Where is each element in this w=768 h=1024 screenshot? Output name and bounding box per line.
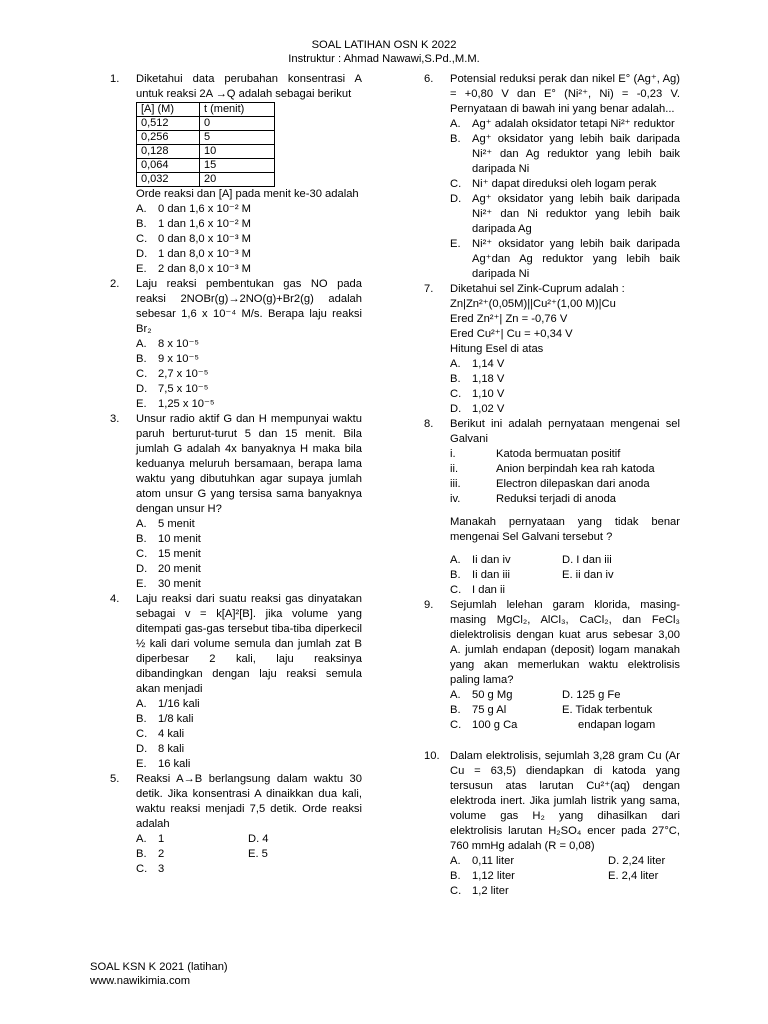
option[interactable]: B. 1 dan 1,6 x 10⁻² M [136,218,251,230]
ered-copper: Ered Cu²⁺| Cu = +0,34 V [450,328,573,340]
question-7 [424,282,680,417]
table-cell: 0,128 [137,145,200,159]
option[interactable]: B. 1,18 V [450,373,505,385]
table-row [137,145,275,159]
option[interactable]: B. 10 menit [136,533,201,545]
option[interactable]: A. 50 g Mg [450,689,513,701]
option[interactable]: E. 2 dan 8,0 x 10⁻³ M [136,263,251,275]
table-row [137,117,275,131]
option[interactable]: D. 1 dan 8,0 x 10⁻³ M [136,248,251,260]
question-text: Diketahui data perubahan konsentrasi A untuk reaksi 2A →Q adalah sebagai berikut [136,73,362,100]
table-cell: 10 [200,145,275,159]
question-3 [110,412,362,592]
option[interactable]: B. Ii dan iii [450,569,510,581]
option[interactable]: C. Ni⁺ dapat direduksi oleh logam perak [450,178,657,190]
table-cell: 5 [200,131,275,145]
question-1 [110,72,362,277]
table-cell: 0,064 [137,159,200,173]
question-number: 10. [424,750,440,762]
option[interactable]: E. ii dan iv [562,569,614,581]
option[interactable]: A. 1,14 V [450,358,505,370]
option[interactable]: A. 1/16 kali [136,698,200,710]
option-row [450,718,680,733]
question-number: 1. [110,73,120,85]
concentration-table [136,102,275,187]
option-row [450,688,680,703]
option-row [450,869,680,884]
table-header: [A] (M) [137,103,200,117]
option[interactable]: C. 1,10 V [450,388,505,400]
footer-website: www.nawikimia.com [90,975,191,987]
option[interactable]: D. 2,24 liter [608,855,666,867]
left-column [110,72,362,877]
statement: iii. Electron dilepaskan dari anoda [450,478,650,490]
question-number: 4. [110,593,120,605]
option[interactable]: C. 3 [136,863,165,875]
question-number: 2. [110,278,120,290]
question-2 [110,277,362,412]
question-prompt: Orde reaksi dan [A] pada menit ke-30 adalah [136,188,359,200]
question-8 [424,417,680,598]
question-prompt: Hitung Esel di atas [450,343,544,355]
option[interactable]: B. 9 x 10⁻⁵ [136,353,200,365]
option[interactable]: A. 1 [136,833,165,845]
option[interactable]: B. 75 g Al [450,704,507,716]
question-text: Laju reaksi dari suatu reaksi gas dinyatakan sebagai v = k[A]²[B]. jika volume yang ditempati gas-gas tersebut tiba-tiba diperkecil ½ kali dari volume semula dan jumlah zat B diperbesar 2 kali, laju reaksinya dibandingkan dengan laju reaksi semula akan menjadi [136,593,362,695]
question-number: 3. [110,413,120,425]
page-title: SOAL LATIHAN OSN K 2022 [311,39,457,51]
question-text: Unsur radio aktif G dan H mempunyai waktu paruh berturut-turut 5 dan 15 menit. Bila jumlah G adalah 4x banyaknya H maka bila keduanya meluruh bersamaan, berapa lama waktu yang dibutuhkan agar supaya jumlah atom unsur G yang tersisa sama banyaknya dengan unsur H? [136,413,362,515]
option[interactable]: A. Ag⁺ adalah oksidator tetapi Ni²⁺ reduktor [450,118,675,130]
option[interactable]: D. Ag⁺ oksidator yang lebih baik daripada Ni²⁺ dan Ni reduktor yang lebih baik daripada Ag [450,193,680,235]
statement: i. Katoda bermuatan positif [450,448,621,460]
option[interactable]: E. Tidak terbentuk [562,704,653,716]
question-number: 7. [424,283,434,295]
option[interactable]: A. 8 x 10⁻⁵ [136,338,200,350]
question-10 [424,749,680,899]
option-row [450,568,680,583]
table-row [137,159,275,173]
question-9 [424,598,680,733]
option[interactable]: E. 16 kali [136,758,191,770]
option-row [450,553,680,568]
option[interactable]: B. Ag⁺ oksidator yang lebih baik daripada Ni²⁺ dan Ag reduktor yang lebih baik daripada Ni [450,133,680,175]
option[interactable]: D. 20 menit [136,563,201,575]
table-cell: 0,256 [137,131,200,145]
option[interactable]: B. 1,12 liter [450,870,515,882]
question-text: Dalam elektrolisis, sejumlah 3,28 gram Cu (Ar Cu = 63,5) diendapkan di katoda yang tersusun atas larutan Cu²⁺(aq) dengan elektroda inert. Jika jumlah listrik yang sama, volume gas H₂ yang dihasilkan dari elektrolisis larutan H₂SO₄ encer pada 27°C, 760 mmHg adalah (R = 0,08) [450,750,680,852]
table-row [137,131,275,145]
question-text: Berikut ini adalah pernyataan mengenai sel Galvani [450,418,680,445]
right-column [424,72,680,899]
page-header [0,38,768,66]
option[interactable]: C. 100 g Ca [450,719,518,731]
table-header-row [137,103,275,117]
option[interactable]: B. 2 [136,848,165,860]
option[interactable]: C. I dan ii [450,584,505,596]
table-header: t (menit) [200,103,275,117]
page-footer [90,960,228,988]
option[interactable]: A. 0,11 liter [450,855,515,867]
option-continuation: endapan logam [578,719,656,731]
question-text: Sejumlah lelehan garam klorida, masing-masing MgCl₂, AlCl₃, CaCl₂, dan FeCl₃ dielektrolisis dengan kuat arus sebesar 3,00 A. jumlah endapan (deposit) logam manakah yang akan memerlukan waktu elektrolisis paling lama? [450,599,680,686]
option-row [136,847,362,862]
option[interactable]: C. 1,2 liter [450,885,509,897]
option[interactable]: D. 1,02 V [450,403,505,415]
table-cell: 0,512 [137,117,200,131]
question-text: Laju reaksi pembentukan gas NO pada reaksi 2NOBr(g)→2NO(g)+Br2(g) adalah sebesar 1,6 x 10⁻⁴ M/s. Berapa laju reaksi Br₂ [136,278,362,335]
table-cell: 0 [200,117,275,131]
footer-title: SOAL KSN K 2021 (latihan) [90,961,228,973]
question-text: Diketahui sel Zink-Cuprum adalah : [450,283,625,295]
option[interactable]: A. 0 dan 1,6 x 10⁻² M [136,203,251,215]
question-prompt: Manakah pernyataan yang tidak benar mengenai Sel Galvani tersebut ? [450,516,680,543]
option[interactable]: D. 125 g Fe [562,689,621,701]
option[interactable]: D. I dan iii [562,554,612,566]
table-cell: 20 [200,173,275,187]
ered-zinc: Ered Zn²⁺| Zn = -0,76 V [450,313,568,325]
statement: ii. Anion berpindah kea rah katoda [450,463,655,475]
option[interactable]: D. 8 kali [136,743,185,755]
option[interactable]: E. 30 menit [136,578,201,590]
option-row [450,703,680,718]
question-text: Reaksi A→B berlangsung dalam waktu 30 detik. Jika konsentrasi A dinaikkan dua kali, waktu reaksi menjadi 7,5 detik. Orde reaksi adalah [136,773,362,830]
statement: iv. Reduksi terjadi di anoda [450,493,617,505]
question-number: 6. [424,73,434,85]
option[interactable]: C. 2,7 x 10⁻⁵ [136,368,209,380]
option[interactable]: E. Ni²⁺ oksidator yang lebih baik daripada Ag⁺dan Ag reduktor yang lebih baik daripada Ni [450,238,680,280]
question-5 [110,772,362,877]
option[interactable]: A. 5 menit [136,518,195,530]
cell-notation: Zn|Zn²⁺(0,05M)||Cu²⁺(1,00 M)|Cu [450,298,616,310]
question-number: 9. [424,599,434,611]
option[interactable]: B. 1/8 kali [136,713,194,725]
option[interactable]: C. 0 dan 8,0 x 10⁻³ M [136,233,251,245]
question-text: Potensial reduksi perak dan nikel E° (Ag⁺, Ag) = +0,80 V dan E° (Ni²⁺, Ni) = -0,23 V. Pernyataan di bawah ini yang benar adalah... [450,73,680,115]
option[interactable]: D. 4 [248,833,269,845]
question-6 [424,72,680,282]
option[interactable]: C. 15 menit [136,548,201,560]
question-4 [110,592,362,772]
table-cell: 0,032 [137,173,200,187]
instructor-line: Instruktur : Ahmad Nawawi,S.Pd.,M.M. [288,53,480,65]
option[interactable]: E. 5 [248,848,268,860]
option[interactable]: C. 4 kali [136,728,185,740]
question-number: 8. [424,418,434,430]
option[interactable]: D. 7,5 x 10⁻⁵ [136,383,209,395]
option[interactable]: A. Ii dan iv [450,554,511,566]
option[interactable]: E. 2,4 liter [608,870,659,882]
option-row [450,854,680,869]
option-row [136,832,362,847]
table-cell: 15 [200,159,275,173]
table-row [137,173,275,187]
option[interactable]: E. 1,25 x 10⁻⁵ [136,398,215,410]
question-number: 5. [110,773,120,785]
